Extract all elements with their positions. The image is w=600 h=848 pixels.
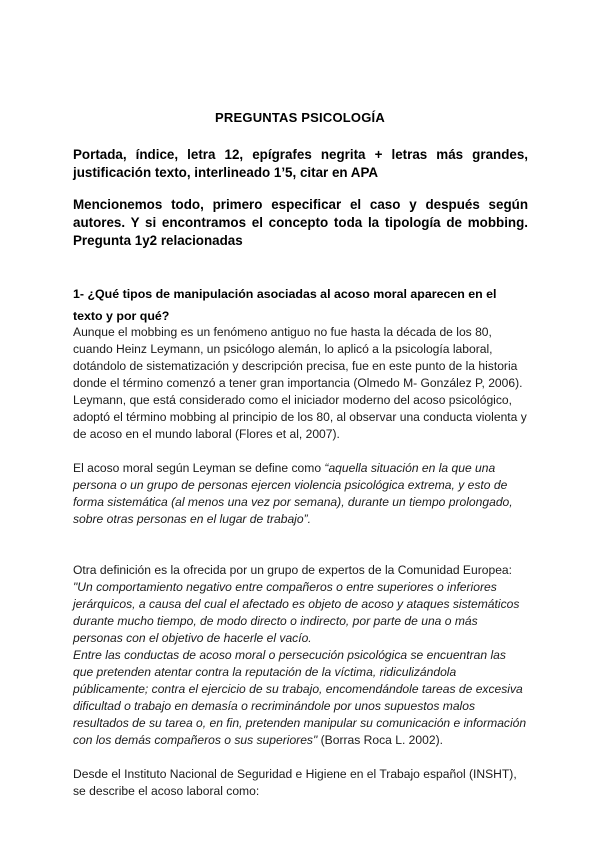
paragraph-insht: Desde el Instituto Nacional de Seguridad e Higiene en el Trabajo español (INSHT), se describe el acoso laboral como: [73, 767, 517, 798]
paragraph-eu-intro: Otra definición es la ofrecida por un grupo de expertos de la Comunidad Europea: [73, 563, 513, 577]
eu-quote-citation: (Borras Roca L. 2002). [317, 733, 443, 747]
format-instructions: Portada, índice, letra 12, epígrafes negrita + letras más grandes, justificación texto, interlineado 1’5, citar en APA [73, 147, 528, 180]
answer-body [73, 324, 528, 800]
leyman-quote: “aquella situación en la que una persona o un grupo de personas ejercen violencia psicológica extrema, y esto de forma sistemática (al menos una vez por semana), durante un tiempo prolongado, sobre otras personas en el lugar de trabajo”. [73, 461, 513, 526]
page-title: PREGUNTAS PSICOLOGÍA [215, 110, 385, 125]
eu-quote-part-2: Entre las conductas de acoso moral o persecución psicológica se encuentran las que pretenden atentar contra la reputación de la víctima, ridiculizándola públicamente; contra el ejercicio de su trabajo, encomendándole tareas de excesiva dificultad o trabajo en demasía o recriminándole por unos supuestos malos resultados de su tarea o, en fin, pretenden manipular su comunicación e información con los demás compañeros o sus superiores" [73, 648, 527, 747]
paragraph-leymann-history: Aunque el mobbing es un fenómeno antiguo no fue hasta la década de los 80, cuando Heinz Leymann, un psicólogo alemán, lo aplicó a la psicología laboral, dotándolo de sistematización y descripción precisa, fue en este punto de la historia donde el término comenzó a tener gran importancia (Olmedo M- González P, 2006). Leymann, que está considerado como el iniciador moderno del acoso psicológico, adoptó el término mobbing al principio de los 80, al observar una conducta violenta y de acoso en el mundo laboral (Flores et al, 2007). [73, 325, 527, 441]
approach-instructions: Mencionemos todo, primero especificar el caso y después según autores. Y si encontramos el concepto toda la tipología de mobbing. Pregunta 1y2 relacionadas [73, 197, 528, 248]
question-1-heading: 1- ¿Qué tipos de manipulación asociadas al acoso moral aparecen en el texto y por qué? [73, 287, 497, 323]
eu-quote-part-2-container [73, 647, 528, 749]
eu-quote-part-1: "Un comportamiento negativo entre compañeros o entre superiores o inferiores jerárquicos, a causa del cual el afectado es objeto de acoso y ataques sistemáticos durante mucho tiempo, de modo directo o indirecto, por parte de una o más personas con el objetivo de hacerle el vacío. [73, 580, 520, 645]
paragraph-leyman-definition [73, 460, 528, 528]
paragraph-leyman-intro: El acoso moral según Leyman se define como [73, 461, 325, 475]
